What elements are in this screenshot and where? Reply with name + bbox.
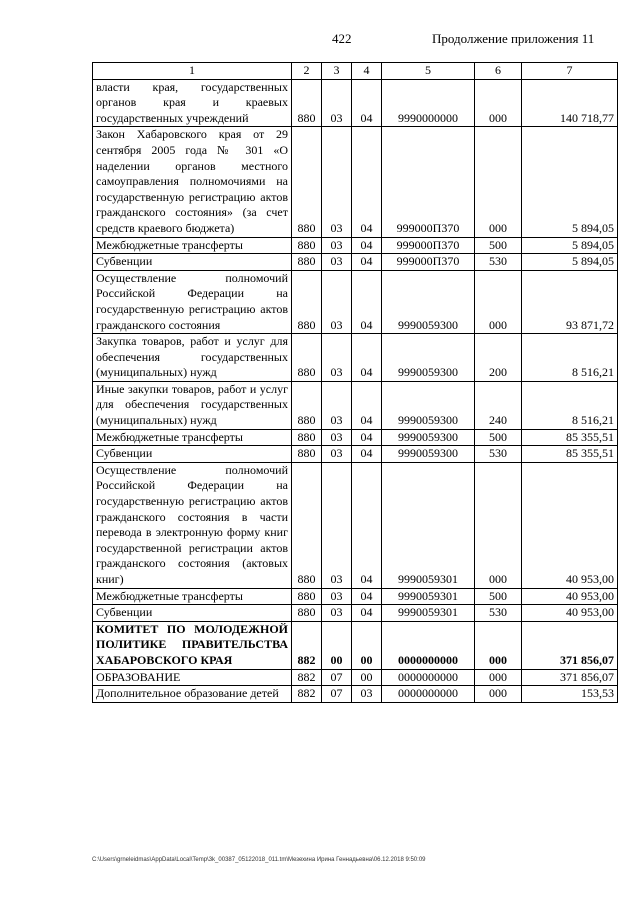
subsection-code-cell: 00 (352, 669, 382, 686)
subsection-code-cell: 04 (352, 381, 382, 429)
row-name-cell: Субвенции (93, 605, 292, 622)
amount-cell: 5 894,05 (522, 237, 618, 254)
ministry-code-cell: 880 (292, 127, 322, 237)
ministry-code-cell: 880 (292, 334, 322, 382)
subsection-code-cell: 04 (352, 127, 382, 237)
amount-cell: 93 871,72 (522, 270, 618, 333)
table-row (93, 686, 618, 703)
amount-cell: 153,53 (522, 686, 618, 703)
ministry-code-cell: 882 (292, 686, 322, 703)
column-header: 7 (522, 63, 618, 80)
amount-cell: 40 953,00 (522, 462, 618, 588)
expense-type-cell: 000 (475, 669, 522, 686)
document-path-footer: C:\Users\grneleidmas\AppData\Local\Temp\3k_00387_05122018_011.tm\Мезехина Ирина Геннадьевна\06.12.2018 9:50:09 (92, 857, 426, 863)
expense-type-cell: 000 (475, 79, 522, 127)
amount-cell: 8 516,21 (522, 334, 618, 382)
subsection-code-cell: 04 (352, 254, 382, 271)
table-row (93, 254, 618, 271)
column-header: 3 (322, 63, 352, 80)
expense-type-cell: 500 (475, 429, 522, 446)
target-article-cell: 9990059300 (382, 446, 475, 463)
table-row (93, 462, 618, 588)
target-article-cell: 9990059301 (382, 605, 475, 622)
table-row (93, 127, 618, 237)
column-header: 6 (475, 63, 522, 80)
target-article-cell: 9990059300 (382, 381, 475, 429)
row-name-cell: Субвенции (93, 446, 292, 463)
section-code-cell: 03 (322, 79, 352, 127)
table-row (93, 429, 618, 446)
target-article-cell: 0000000000 (382, 621, 475, 669)
amount-cell: 371 856,07 (522, 669, 618, 686)
target-article-cell: 9990059300 (382, 429, 475, 446)
subsection-code-cell: 04 (352, 79, 382, 127)
table-row (93, 588, 618, 605)
section-code-cell: 03 (322, 127, 352, 237)
amount-cell: 5 894,05 (522, 127, 618, 237)
row-name-cell: ОБРАЗОВАНИЕ (93, 669, 292, 686)
ministry-code-cell: 880 (292, 381, 322, 429)
ministry-code-cell: 880 (292, 605, 322, 622)
amount-cell: 85 355,51 (522, 429, 618, 446)
expense-type-cell: 500 (475, 237, 522, 254)
target-article-cell: 9990059301 (382, 462, 475, 588)
row-name-cell: Субвенции (93, 254, 292, 271)
target-article-cell: 0000000000 (382, 686, 475, 703)
section-code-cell: 03 (322, 270, 352, 333)
subsection-code-cell: 04 (352, 605, 382, 622)
section-code-cell: 03 (322, 588, 352, 605)
subsection-code-cell: 04 (352, 270, 382, 333)
table-row (93, 381, 618, 429)
expense-type-cell: 500 (475, 588, 522, 605)
section-code-cell: 03 (322, 381, 352, 429)
section-code-cell: 03 (322, 334, 352, 382)
amount-cell: 5 894,05 (522, 254, 618, 271)
expense-type-cell: 000 (475, 686, 522, 703)
ministry-code-cell: 880 (292, 429, 322, 446)
amount-cell: 40 953,00 (522, 605, 618, 622)
subsection-code-cell: 04 (352, 429, 382, 446)
table-row (93, 334, 618, 382)
target-article-cell: 9990059300 (382, 270, 475, 333)
budget-table (92, 62, 618, 703)
table-row (93, 669, 618, 686)
target-article-cell: 9990000000 (382, 79, 475, 127)
amount-cell: 40 953,00 (522, 588, 618, 605)
expense-type-cell: 200 (475, 334, 522, 382)
expense-type-cell: 240 (475, 381, 522, 429)
appendix-continuation-label: Продолжение приложения 11 (432, 31, 595, 46)
subsection-code-cell: 04 (352, 588, 382, 605)
section-code-cell: 07 (322, 686, 352, 703)
ministry-code-cell: 882 (292, 669, 322, 686)
section-code-cell: 03 (322, 237, 352, 254)
column-header: 4 (352, 63, 382, 80)
row-name-cell: КОМИТЕТ ПО МОЛОДЕЖНОЙ ПОЛИТИКЕ ПРАВИТЕЛЬСТВА ХАБАРОВСКОГО КРАЯ (93, 621, 292, 669)
target-article-cell: 999000П370 (382, 254, 475, 271)
target-article-cell: 9990059300 (382, 334, 475, 382)
row-name-cell: Иные закупки товаров, работ и услуг для обеспечения государственных (муниципальных) нужд (93, 381, 292, 429)
section-code-cell: 03 (322, 605, 352, 622)
target-article-cell: 9990059301 (382, 588, 475, 605)
section-code-cell: 03 (322, 429, 352, 446)
amount-cell: 85 355,51 (522, 446, 618, 463)
ministry-code-cell: 880 (292, 237, 322, 254)
table-header-row (93, 63, 618, 80)
row-name-cell: Межбюджетные трансферты (93, 429, 292, 446)
expense-type-cell: 530 (475, 254, 522, 271)
table-row (93, 79, 618, 127)
ministry-code-cell: 880 (292, 254, 322, 271)
row-name-cell: Закон Хабаровского края от 29 сентября 2005 года № 301 «О наделении органов местного самоуправления полномочиями на государственную регистрацию актов гражданского состояния» (за счет средств краевого бюджета) (93, 127, 292, 237)
table-row (93, 237, 618, 254)
ministry-code-cell: 880 (292, 462, 322, 588)
subsection-code-cell: 04 (352, 334, 382, 382)
expense-type-cell: 000 (475, 462, 522, 588)
table-row (93, 446, 618, 463)
target-article-cell: 999000П370 (382, 237, 475, 254)
ministry-code-cell: 882 (292, 621, 322, 669)
row-name-cell: Осуществление полномочий Российской Федерации на государственную регистрацию актов гражданского состояния в части перевода в электронную форму книг государственной регистрации актов гражданского состояния (актовых книг) (93, 462, 292, 588)
target-article-cell: 0000000000 (382, 669, 475, 686)
table-row (93, 621, 618, 669)
row-name-cell: Закупка товаров, работ и услуг для обеспечения государственных (муниципальных) нужд (93, 334, 292, 382)
subsection-code-cell: 03 (352, 686, 382, 703)
expense-type-cell: 000 (475, 127, 522, 237)
ministry-code-cell: 880 (292, 588, 322, 605)
row-name-cell: власти края, государственных органов края и краевых государственных учреждений (93, 79, 292, 127)
expense-type-cell: 530 (475, 446, 522, 463)
ministry-code-cell: 880 (292, 270, 322, 333)
subsection-code-cell: 00 (352, 621, 382, 669)
column-header: 2 (292, 63, 322, 80)
row-name-cell: Межбюджетные трансферты (93, 588, 292, 605)
target-article-cell: 999000П370 (382, 127, 475, 237)
expense-type-cell: 000 (475, 270, 522, 333)
column-header: 1 (93, 63, 292, 80)
section-code-cell: 03 (322, 462, 352, 588)
column-header: 5 (382, 63, 475, 80)
table-row (93, 270, 618, 333)
expense-type-cell: 530 (475, 605, 522, 622)
page-number: 422 (332, 31, 352, 46)
subsection-code-cell: 04 (352, 237, 382, 254)
amount-cell: 8 516,21 (522, 381, 618, 429)
row-name-cell: Осуществление полномочий Российской Федерации на государственную регистрацию актов гражданского состояния (93, 270, 292, 333)
ministry-code-cell: 880 (292, 79, 322, 127)
row-name-cell: Дополнительное образование детей (93, 686, 292, 703)
section-code-cell: 00 (322, 621, 352, 669)
table-row (93, 605, 618, 622)
section-code-cell: 07 (322, 669, 352, 686)
subsection-code-cell: 04 (352, 462, 382, 588)
expense-type-cell: 000 (475, 621, 522, 669)
subsection-code-cell: 04 (352, 446, 382, 463)
amount-cell: 371 856,07 (522, 621, 618, 669)
section-code-cell: 03 (322, 254, 352, 271)
amount-cell: 140 718,77 (522, 79, 618, 127)
section-code-cell: 03 (322, 446, 352, 463)
row-name-cell: Межбюджетные трансферты (93, 237, 292, 254)
ministry-code-cell: 880 (292, 446, 322, 463)
